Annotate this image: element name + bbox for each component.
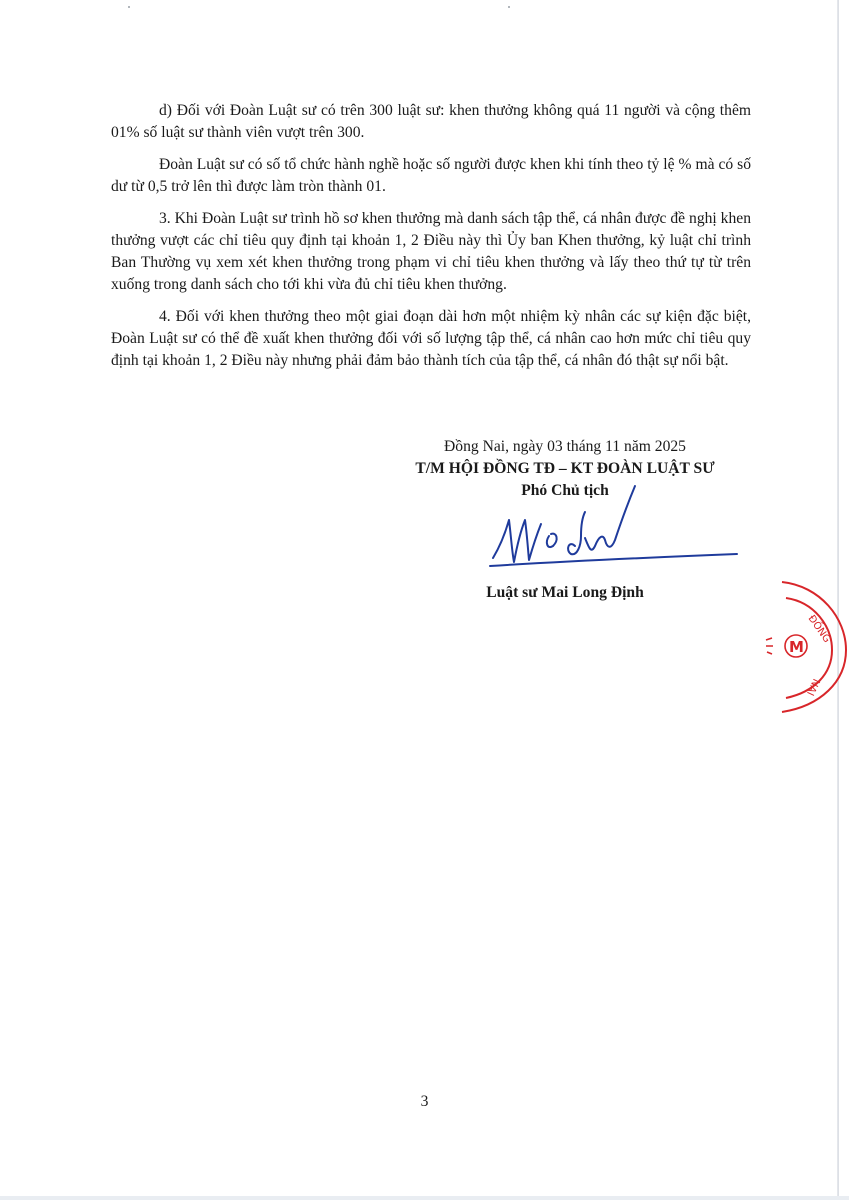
stamp-center-letter: M xyxy=(789,638,804,656)
paragraph-d-over-300: d) Đối với Đoàn Luật sư có trên 300 luật sư: khen thưởng không quá 11 người và cộng thêm 01% số luật sư thành viên vượt trên 300. xyxy=(111,102,751,141)
signer-name: Luật sư Mai Long Định xyxy=(486,584,644,601)
place-date: Đồng Nai, ngày 03 tháng 11 năm 2025 xyxy=(444,438,686,455)
paragraph-clause-4: 4. Đối với khen thưởng theo một giai đoạn dài hơn một nhiệm kỳ nhân các sự kiện đặc biệt, Đoàn Luật sư có thể đề xuất khen thưởng đối với số lượng tập thể, cá nhân cao hơn mức chỉ tiêu quy định tại khoản 1, 2 Điều này nhưng phải đảm bảo thành tích của tập thể, cá nhân đó thật sự nổi bật. xyxy=(111,308,751,369)
paragraph-clause-3: 3. Khi Đoàn Luật sư trình hồ sơ khen thưởng mà danh sách tập thể, cá nhân được đề nghị khen thưởng vượt các chỉ tiêu quy định tại khoản 1, 2 Điều này thì Ủy ban Khen thưởng, kỷ luật chỉ trình Ban Thường vụ xem xét khen thưởng trong phạm vi chỉ tiêu khen thưởng và lấy theo thứ tự từ trên xuống trong danh sách cho tới khi vừa đủ chỉ tiêu khen thưởng. xyxy=(111,210,751,293)
page-number: 3 xyxy=(420,1093,429,1110)
signer-title: Phó Chủ tịch xyxy=(521,482,609,499)
handwritten-signature xyxy=(465,476,745,586)
stamp-text-top: ĐỒNG xyxy=(805,613,833,645)
stamp-star-marks xyxy=(766,638,773,654)
scan-edge-bottom xyxy=(0,1196,849,1200)
stamp-text-right: NAI xyxy=(803,676,822,698)
scan-speck xyxy=(128,6,130,8)
red-seal-stamp xyxy=(760,578,849,718)
body-text xyxy=(111,100,751,382)
paragraph-rounding-rule: Đoàn Luật sư có số tổ chức hành nghề hoặc số người được khen khi tính theo tỷ lệ % mà có số dư từ 0,5 trở lên thì được làm tròn thành 01. xyxy=(111,156,751,195)
organization-line: T/M HỘI ĐỒNG TĐ – KT ĐOÀN LUẬT SƯ xyxy=(415,460,715,477)
scan-speck xyxy=(508,6,510,8)
